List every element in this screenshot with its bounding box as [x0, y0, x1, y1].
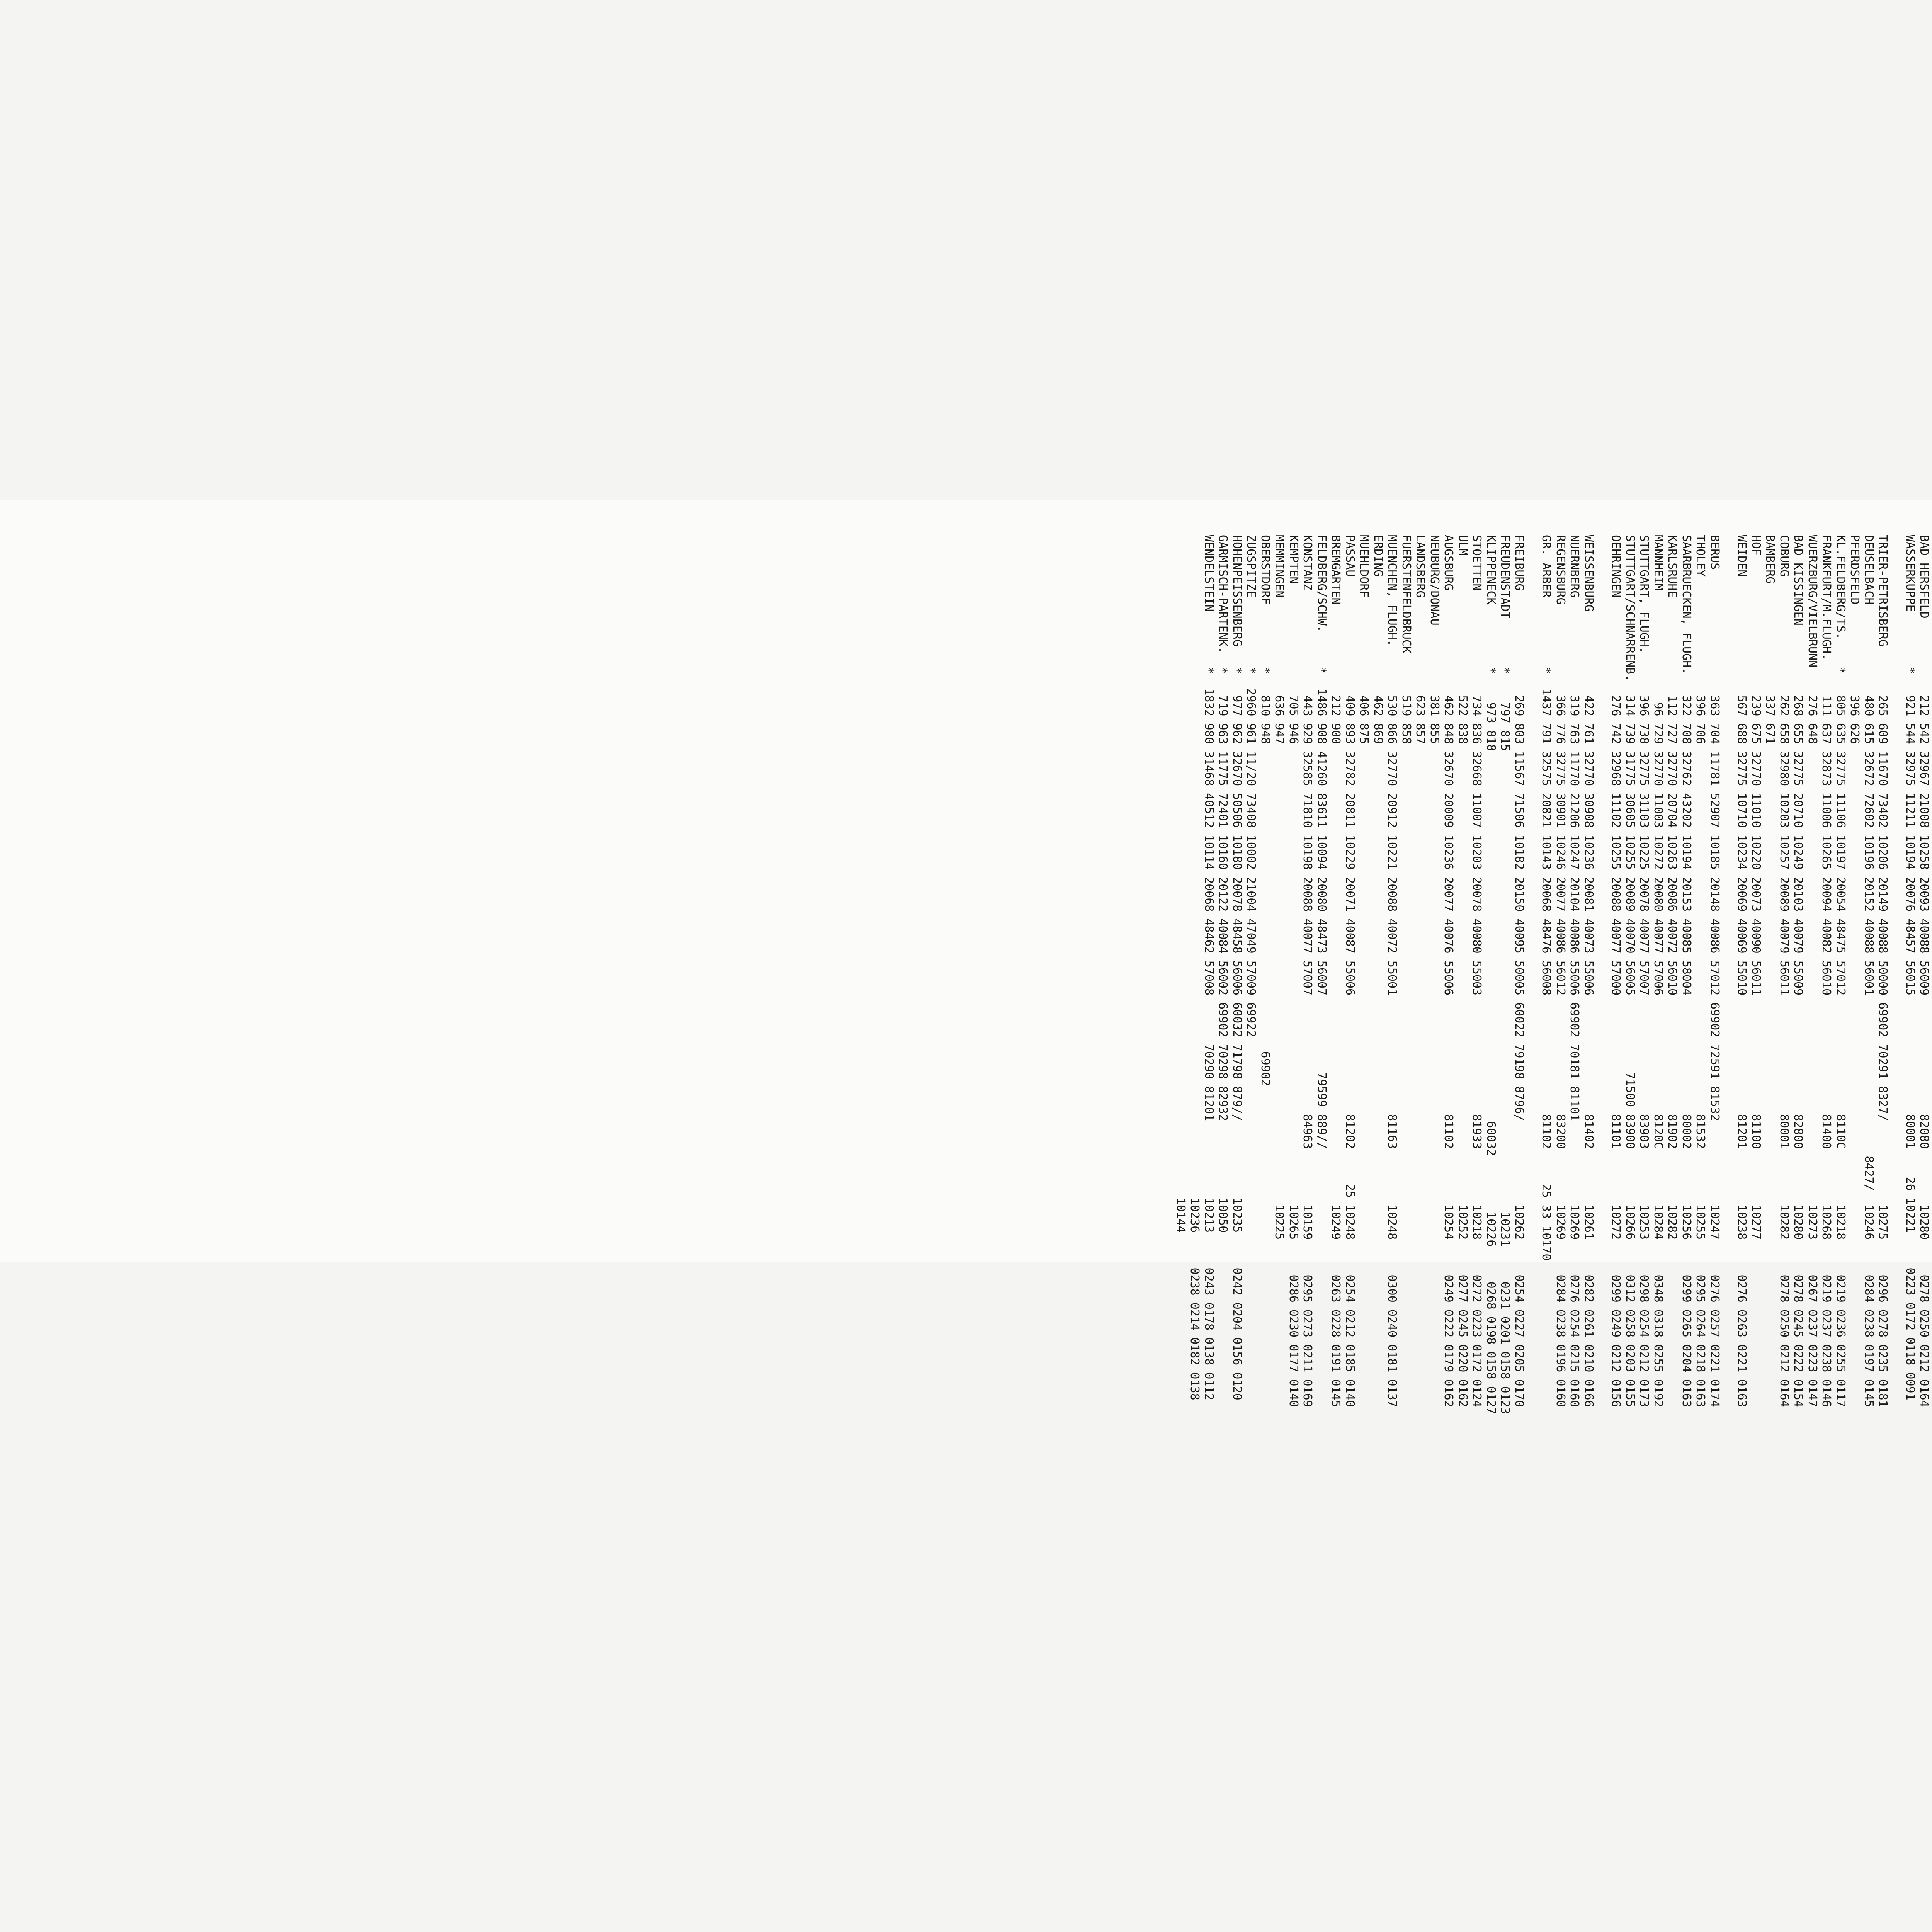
table-row: HOF 239 675 32770 11010 10220 20073 40090 56011 81100 10277 — [1749, 535, 1763, 1932]
table-row: FUERSTENFELDBRUCK 519 858 — [1399, 535, 1413, 1932]
table-row: ERDING 462 869 — [1371, 535, 1385, 1932]
table-row: OEHRINGEN 276 742 32968 11102 10255 20088 40077 57000 81101 10272 0299 0249 0212 0156 — [1609, 535, 1623, 1932]
table-row: FREIBURG 269 803 11567 71506 10182 20150 40095 50005 60022 79198 8796/ 10262 0254 0227 0205 0170 — [1512, 535, 1526, 1932]
table-row: HOHENPEISSENBERG * 977 962 32670 50506 10180 20078 48458 56006 60032 71798 879// 10235 0242 0204 0156 0120 — [1230, 535, 1244, 1932]
table-row: AUGSBURG 462 848 32670 20009 10236 20077 40076 55006 81102 10254 0249 0222 0179 0162 — [1441, 535, 1456, 1932]
bulletin-page — [0, 500, 1932, 1262]
table-row: BREMGARTEN 212 900 10249 0263 0228 0191 0145 — [1328, 535, 1343, 1932]
table-row: THOLEY 396 706 81532 10255 0295 0264 0218 0163 — [1693, 535, 1708, 1932]
table-row: 10236 0238 0214 0182 0138 — [1187, 535, 1202, 1932]
table-row: DEUSELBACH 480 615 32672 72602 10196 20152 40088 56001 8427/ 10246 0284 0238 0197 0145 — [1862, 535, 1876, 1932]
table-row: WEISSENBURG 422 761 32770 30908 10236 20081 40073 55006 81402 10261 0282 0261 0210 0166 — [1582, 535, 1596, 1932]
station-group — [1609, 535, 1721, 1932]
table-row: FELDBERG/SCHW. * 1486 908 41260 83611 10094 20080 48473 56007 79599 889// — [1315, 535, 1329, 1932]
table-row: BAMBERG 337 671 — [1763, 535, 1777, 1932]
table-row: WASSERKUPPE * 921 544 32975 11211 10194 20076 48457 56015 80001 26 10221 0223 0172 0118 0091 — [1903, 535, 1917, 1932]
table-row: PASSAU 409 893 32782 20811 10229 20071 40087 55006 81202 25 10248 0254 0212 0185 0140 — [1343, 535, 1357, 1932]
table-row: OBERSTDORF * 810 948 69902 — [1258, 535, 1272, 1932]
table-row: NEUBURG/DONAU 381 855 — [1427, 535, 1442, 1932]
station-table — [1173, 535, 1932, 1932]
table-row: KARLSRUHE 112 727 32770 20704 10263 20086 40072 56010 81902 10282 — [1665, 535, 1679, 1932]
table-row: KL.FELDBERG/TS. * 805 635 32775 11106 10197 20054 48475 57012 8110C 10218 0219 0236 0255 0117 — [1833, 535, 1848, 1932]
table-row: MEMMINGEN 636 947 10225 — [1272, 535, 1286, 1932]
table-row: LANDSBERG 623 857 — [1413, 535, 1427, 1932]
table-row: BERUS 363 704 11781 52907 10185 20148 40086 57012 69902 72591 81532 10247 0276 0257 0221 0174 — [1708, 535, 1722, 1932]
table-row: KLIPPENECK * 973 818 60032 10226 0268 0198 0158 0127 — [1484, 535, 1498, 1932]
table-row: MUEHLDORF 406 875 — [1357, 535, 1371, 1932]
table-row: 10144 — [1173, 535, 1188, 1932]
table-row: BAD HERSFELD 212 542 32967 21008 10258 20093 40088 56009 82080 10280 0278 0250 0212 0164 — [1917, 535, 1931, 1932]
table-row: COBURG 262 658 32980 10203 10257 20089 40079 56011 80001 10282 0278 0250 0212 0164 — [1777, 535, 1791, 1932]
table-row: FRANKFURT/M.FLUGH. 111 637 32873 11006 10265 20094 40082 56010 81400 10268 0219 0237 0238 0146 — [1819, 535, 1833, 1932]
table-row: BAD KISSINGEN 268 655 32775 20710 10249 20103 40079 55009 82800 10280 0278 0245 0222 0154 — [1791, 535, 1805, 1932]
table-row: KEMPTEN 705 946 10265 0286 0230 0177 0140 — [1286, 535, 1301, 1932]
station-group — [1539, 535, 1595, 1932]
table-row: STUTTGART, FLUGH. 396 738 32775 31103 10225 20078 40077 57007 83903 10253 0298 0254 0212 0173 — [1637, 535, 1651, 1932]
table-row: ULM 522 838 10252 0277 0245 0220 0162 — [1456, 535, 1470, 1932]
table-row: ZUGSPITZE * 2960 961 11/20 73408 10002 21004 47049 57009 69922 — [1244, 535, 1258, 1932]
table-row: WENDELSTEIN * 1832 980 31468 40512 10114 20068 48462 57008 70290 81201 10213 0243 0178 0138 0112 — [1202, 535, 1216, 1932]
table-row: SAARBRUECKEN, FLUGH. 322 708 32762 43202 10194 20153 40085 58004 80002 10256 0299 0265 0204 0163 — [1679, 535, 1694, 1932]
table-row: PFERDSFELD 396 626 — [1847, 535, 1862, 1932]
table-row: STOETTEN 734 836 32668 11007 10203 20078 40080 55003 81933 10218 0272 0223 0172 0124 — [1469, 535, 1484, 1932]
table-row: NUERNBERG 319 763 11770 21206 10247 20104 40086 55006 69902 70181 81101 10269 0276 0254 0215 0160 — [1567, 535, 1582, 1932]
table-row: WEIDEN 567 688 32775 10710 10234 20069 40069 55010 81201 10238 0276 0263 0221 0163 — [1735, 535, 1749, 1932]
table-row: STUTTGART/SCHNARRENB. 314 739 31775 30605 10255 20089 40070 56005 71500 83900 10266 0312 0258 0203 0155 — [1623, 535, 1637, 1932]
table-row: MANNHEIM 96 729 32770 11003 10272 20080 40077 57006 8120C 10284 0348 0318 0255 0192 — [1651, 535, 1665, 1932]
table-row: REGENSBURG 366 776 32775 30901 10246 20077 40086 56012 83200 10269 0284 0238 0196 0160 — [1553, 535, 1568, 1932]
table-row: MUENCHEN, FLUGH. 530 866 32770 20912 10221 20088 40072 55001 81163 10248 0300 0240 0181 0137 — [1385, 535, 1399, 1932]
table-row: GR. ARBER * 1437 791 32575 20821 10143 20068 48476 56008 81102 25 33 10170 — [1539, 535, 1553, 1932]
table-row: TRIER-PETRISBERG 265 609 11670 73402 10206 20149 40088 50000 69902 70291 8327/ 10275 0296 0278 0235 0181 — [1876, 535, 1890, 1932]
table-row: GARMISCH-PARTENK. * 719 963 11775 72401 10160 20122 40084 56002 69902 70298 82932 10050 — [1216, 535, 1230, 1932]
station-group — [1735, 535, 1890, 1932]
table-row: FREUDENSTADT * 797 815 10231 0231 0201 0158 0123 — [1498, 535, 1512, 1932]
station-group — [1173, 535, 1526, 1932]
footnote — [1914, 508, 1932, 794]
table-row: KONSTANZ 443 929 32585 71810 10198 20088 40077 57007 84963 10159 0295 0273 0211 0169 — [1300, 535, 1315, 1932]
table-row: WUERZBURG/VIELBRUNN 276 648 10273 0267 0237 0223 0147 — [1805, 535, 1820, 1932]
